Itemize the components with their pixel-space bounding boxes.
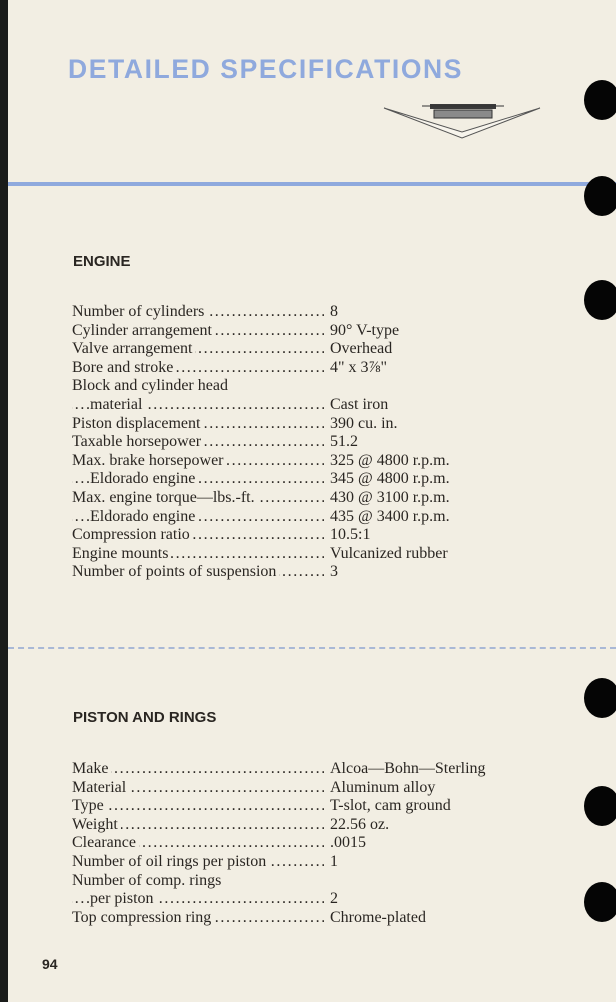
spec-label-cell [72, 433, 330, 452]
spec-label: Cylinder arrangement [72, 322, 215, 339]
spec-value: 22.56 oz. [330, 815, 390, 833]
spec-row [72, 340, 532, 359]
spec-label-cell [72, 303, 330, 322]
spec-value: Cast iron [330, 395, 389, 413]
spec-row [72, 359, 532, 378]
spec-label: Number of comp. rings [72, 872, 224, 889]
spec-row [72, 797, 532, 816]
binder-hole [584, 176, 616, 216]
spec-label-cell [72, 545, 330, 564]
spec-row [72, 816, 532, 835]
spec-label: Engine mounts [72, 545, 171, 562]
spec-label: Number of points of suspension [72, 563, 279, 580]
spec-label: Make [72, 760, 111, 777]
spec-row [72, 415, 532, 434]
piston-spec-list [72, 760, 532, 927]
binder-hole [584, 280, 616, 320]
spec-row [72, 489, 532, 508]
spec-row [72, 433, 532, 452]
spec-row [72, 760, 532, 779]
spec-row [72, 563, 532, 582]
page-title: DETAILED SPECIFICATIONS [68, 54, 464, 84]
spec-label: Max. brake horsepower [72, 452, 227, 469]
spec-label: Valve arrangement [72, 340, 195, 357]
spec-label: Number of oil rings per piston [72, 853, 269, 870]
spec-value: Alcoa—Bohn—Sterling [330, 760, 486, 777]
spec-row [72, 470, 532, 489]
spec-label-cell [72, 526, 330, 545]
spec-row [72, 377, 532, 396]
spec-value: T-slot, cam ground [330, 797, 451, 815]
spec-label-cell [72, 890, 330, 909]
spec-label: Top compression ring [72, 909, 214, 926]
crest-emblem-icon [382, 98, 542, 140]
spec-value: 1 [330, 852, 338, 870]
spec-value: Chrome-plated [330, 908, 426, 926]
binder-hole [584, 678, 616, 718]
spec-row [72, 508, 532, 527]
spec-label-cell [72, 489, 330, 508]
spec-label: Clearance [72, 834, 139, 851]
spec-label-cell [72, 508, 330, 527]
spec-label: material [90, 396, 145, 413]
spec-value: Vulcanized rubber [330, 544, 448, 562]
spec-label-cell [72, 470, 330, 489]
page-number: 94 [42, 956, 58, 972]
spec-value: 90° V-type [330, 321, 400, 339]
binder-hole [584, 786, 616, 826]
spec-label: Eldorado engine [90, 470, 198, 487]
spec-value: 2 [330, 890, 338, 908]
spec-row [72, 909, 532, 928]
spec-label-cell [72, 452, 330, 471]
spec-label: Max. engine torque—lbs.-ft. [72, 489, 258, 506]
spec-label-cell [72, 340, 330, 359]
spec-row [72, 890, 532, 909]
spec-label: Type [72, 797, 107, 814]
spec-row [72, 834, 532, 853]
spec-value: 435 @ 3400 r.p.m. [330, 507, 450, 525]
spec-row [72, 396, 532, 415]
spec-label-cell [72, 415, 330, 434]
spec-label-cell [72, 396, 330, 415]
spec-label: Number of cylinders [72, 303, 207, 320]
spec-row [72, 853, 532, 872]
spec-value: Overhead [330, 340, 393, 358]
spec-label: Compression ratio [72, 526, 193, 543]
spec-label-cell [72, 816, 330, 835]
spec-label-cell [72, 322, 330, 341]
spec-row [72, 322, 532, 341]
section-divider [8, 647, 616, 649]
spec-value: 10.5:1 [330, 526, 371, 544]
spec-value: Aluminum alloy [330, 778, 436, 796]
spec-label: Piston displacement [72, 415, 203, 432]
spec-value: 390 cu. in. [330, 414, 398, 432]
spec-label-cell [72, 779, 330, 798]
spec-label-cell [72, 797, 330, 816]
spec-label-cell [72, 359, 330, 378]
spec-label-cell [72, 377, 330, 396]
spec-label: Bore and stroke [72, 359, 176, 376]
spec-row [72, 526, 532, 545]
spec-label-cell [72, 909, 330, 928]
binder-hole [584, 80, 616, 120]
spec-label-cell [72, 853, 330, 872]
spec-label: Taxable horsepower [72, 433, 204, 450]
spec-label: per piston [90, 890, 157, 907]
spec-value: 325 @ 4800 r.p.m. [330, 451, 450, 469]
spec-value: 345 @ 4800 r.p.m. [330, 470, 450, 488]
engine-heading: ENGINE [73, 253, 131, 270]
piston-heading: PISTON AND RINGS [73, 709, 217, 726]
spec-row [72, 303, 532, 322]
spec-row [72, 452, 532, 471]
spec-label: Block and cylinder head [72, 377, 231, 394]
binder-hole [584, 882, 616, 922]
spec-label-cell [72, 834, 330, 853]
spec-value: 8 [330, 303, 338, 320]
spec-label-cell [72, 872, 330, 891]
spec-label: Eldorado engine [90, 508, 198, 525]
spec-row [72, 545, 532, 564]
spec-value: 51.2 [330, 433, 358, 451]
binding-edge [0, 0, 8, 1002]
spec-row [72, 779, 532, 798]
spec-value: .0015 [330, 834, 366, 852]
spec-value: 3 [330, 563, 338, 581]
engine-spec-list [72, 303, 532, 582]
spec-label-cell [72, 760, 330, 779]
header-divider [8, 182, 616, 186]
spec-label-cell [72, 563, 330, 582]
spec-label: Weight [72, 816, 121, 833]
spec-row [72, 872, 532, 891]
spec-value: 430 @ 3100 r.p.m. [330, 488, 450, 506]
spec-label: Material [72, 779, 129, 796]
spec-value: 4" x 3⅞" [330, 358, 388, 376]
